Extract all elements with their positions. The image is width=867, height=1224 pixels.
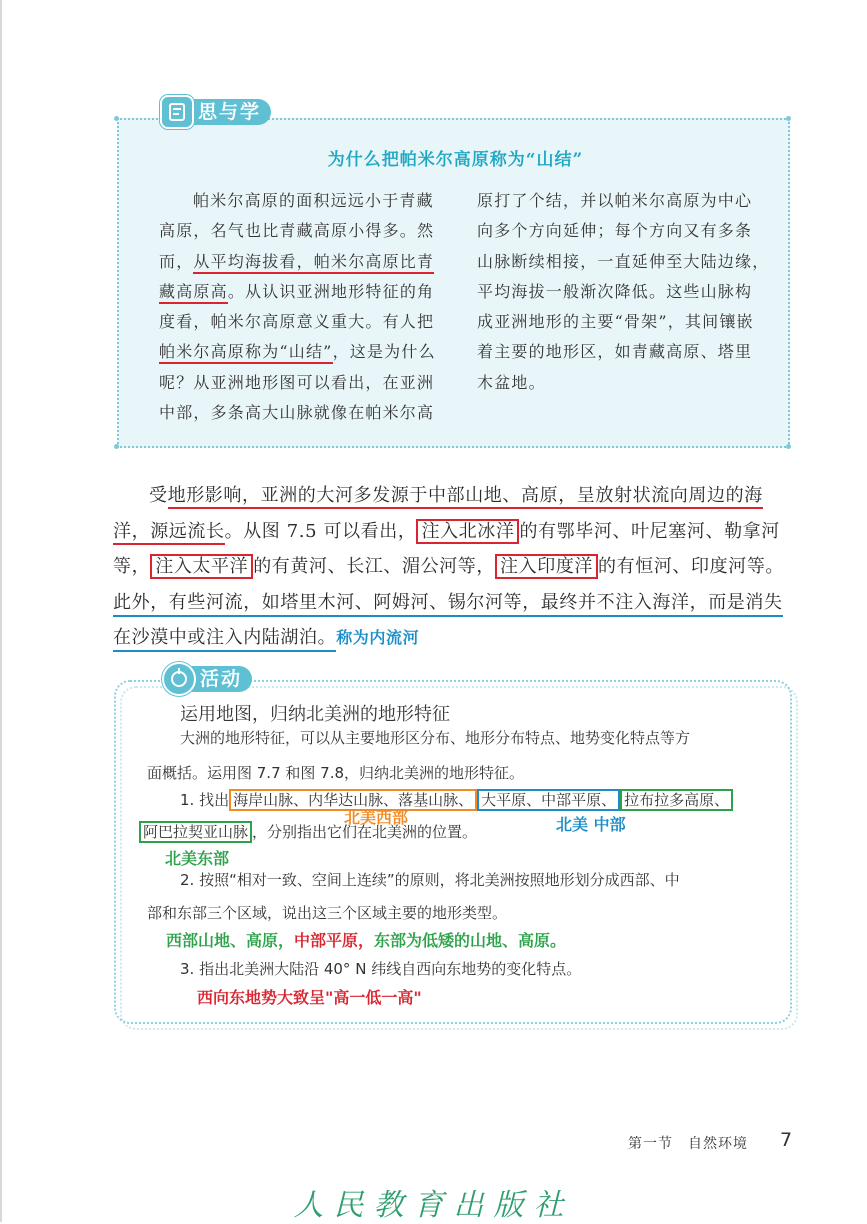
activity-q2-line2: 部和东部三个区域，说出这三个区域主要的地形类型。 xyxy=(147,904,508,922)
page-number: 7 xyxy=(780,1129,793,1151)
text-line: 呢？从亚洲地形图可以看出，在亚洲 xyxy=(159,372,435,392)
box-indian: 注入印度洋 xyxy=(495,554,598,579)
label-north-america-central: 北美 中部 xyxy=(556,815,626,834)
activity-intro-2: 面概括。运用图 7.7 和图 7.8，归纳北美洲的地形特征。 xyxy=(147,764,525,782)
box-labrador: 拉布拉多高原、 xyxy=(620,789,733,811)
box-appalachian: 阿巴拉契亚山脉 xyxy=(139,821,252,843)
underline-long-rivers: 海洋，源远流长 xyxy=(113,485,763,545)
box-central-plains: 大平原、中部平原、 xyxy=(477,789,620,811)
activity-intro-1: 大洲的地形特征，可以从主要地形区分布、地形分布特点、地势变化特点等方 xyxy=(180,729,691,747)
text-line: 帕米尔高原的面积远远小于青藏 xyxy=(193,191,434,210)
text-line: 藏高原高。从认识亚洲地形特征的角 xyxy=(159,277,459,307)
text-line: 着主要的地形区，如青藏高原、塔里 xyxy=(477,342,753,362)
corner-dot xyxy=(114,444,119,449)
activity-title: 运用地图，归纳北美洲的地形特征 xyxy=(180,704,450,725)
activity-q1-line1: 1. 找出 海岸山脉、内华达山脉、落基山脉、 大平原、中部平原、 拉布拉多高原、 xyxy=(180,788,733,812)
think-title: 为什么把帕米尔高原称为“山结” xyxy=(327,150,584,170)
answer-q3: 西向东地势大致呈"高一低一高" xyxy=(197,988,422,1007)
main-paragraph: 受地形影响，亚洲的大河多发源于中部山地、高原，呈放射状流向周边的海洋，源远流长。从图 7.5 可以看出， 注入北冰洋 的有鄂毕河、叶尼塞河、勒拿河等， 注入太平洋 的有黄河、长江、湄公河等， 注入印度洋 的有恒河、印度河等。此外，有些河流，如塔里木河、阿姆河、锡尔河等，最终并不注入海洋，而是消失在沙漠中或注入内陆湖泊。称为内流河 xyxy=(113,478,798,656)
activity-q2-line1: 2. 按照“相对一致、空间上连续”的原则，将北美洲按照地形划分成西部、中 xyxy=(180,871,680,889)
corner-dot xyxy=(786,444,791,449)
text-line: 成亚洲地形的主要“骨架”，其间镶嵌 xyxy=(477,312,754,332)
text-line: 向多个方向延伸；每个方向又有多条 xyxy=(477,221,753,241)
underline-higher: 藏高原高 xyxy=(159,282,228,304)
think-badge-label: 思与学 xyxy=(190,99,271,125)
corner-dot xyxy=(114,116,119,121)
underline-topography: 地形影响，亚洲的大河多发源于中部山地、高原，呈放射状流向周边的 xyxy=(168,485,745,509)
underline-mountain-knot: 帕米尔高原称为“山结” xyxy=(159,342,333,364)
text-line: 帕米尔高原称为“山结”，这是为什么 xyxy=(159,337,459,367)
footer-section: 第一节 自然环境 xyxy=(628,1136,748,1152)
underline-inland-rivers: 此外，有些河流，如塔里木河、阿姆河、锡尔河等，最终并不注入海洋，而是消失在沙漠中或注入内陆湖泊。 xyxy=(113,592,783,653)
think-left-column xyxy=(159,186,459,428)
text-line: 平均海拔一般渐次降低。这些山脉构 xyxy=(477,281,753,301)
activity-badge-label: 活动 xyxy=(192,666,252,692)
pencil-icon xyxy=(160,95,194,129)
label-north-america-east: 北美东部 xyxy=(165,849,230,868)
activity-q1-line2: 阿巴拉契亚山脉 ，分别指出它们在北美洲的位置。 xyxy=(139,820,477,844)
hand-icon xyxy=(162,662,196,696)
page-spine xyxy=(0,0,2,1222)
text-line: 木盆地。 xyxy=(477,372,546,392)
think-and-learn-box xyxy=(117,118,790,448)
box-pacific: 注入太平洋 xyxy=(150,554,253,579)
box-west-mountains: 海岸山脉、内华达山脉、落基山脉、 xyxy=(229,789,477,811)
corner-dot xyxy=(786,116,791,121)
activity-badge xyxy=(162,662,252,696)
publisher-logo: 人民教育出版社 xyxy=(293,1188,574,1223)
text-line: 度看，帕米尔高原意义重大。有人把 xyxy=(159,312,435,332)
text-line: 高原，名气也比青藏高原小得多。然 xyxy=(159,221,435,241)
text-line: 山脉断续相接，一直延伸至大陆边缘， xyxy=(477,251,770,271)
label-north-america-west: 北美西部 xyxy=(344,808,409,827)
think-badge xyxy=(160,95,271,129)
text-line: 中部，多条高大山脉就像在帕米尔高 xyxy=(159,403,435,423)
underline-avg-altitude: 从平均海拔看，帕米尔高原比青 xyxy=(193,252,434,274)
think-right-column xyxy=(477,186,777,398)
text-line: 而，从平均海拔看，帕米尔高原比青 xyxy=(159,247,459,277)
box-arctic: 注入北冰洋 xyxy=(416,519,519,544)
activity-q3: 3. 指出北美洲大陆沿 40° N 纬线自西向东地势的变化特点。 xyxy=(180,960,582,978)
answer-q2: 西部山地、高原，中部平原，东部为低矮的山地、高原。 xyxy=(166,931,567,950)
text-line: 原打了个结，并以帕米尔高原为中心 xyxy=(477,191,753,210)
note-inland-river: 称为内流河 xyxy=(336,628,420,647)
